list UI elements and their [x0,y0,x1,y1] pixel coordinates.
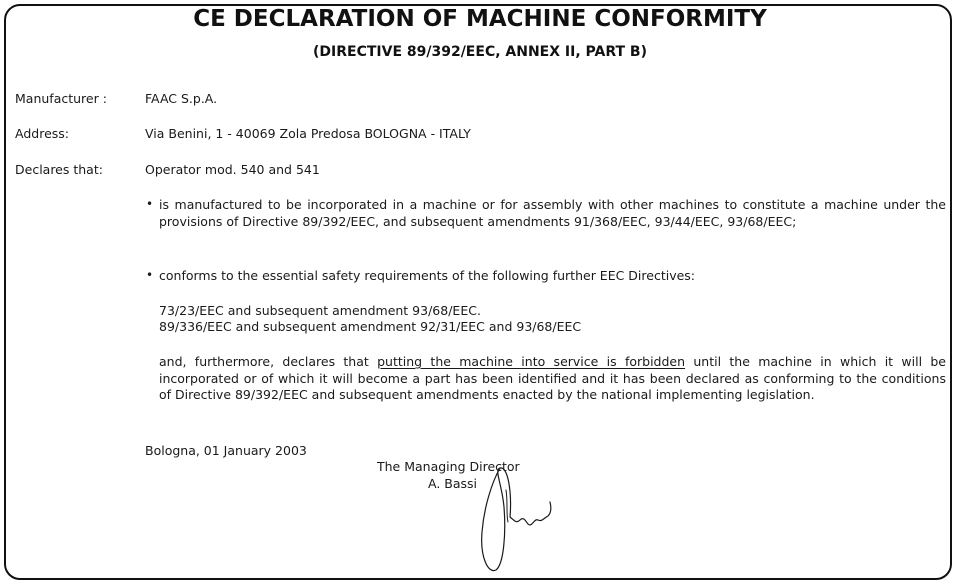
address-label: Address: [15,126,69,141]
place-date: Bologna, 01 January 2003 [145,443,307,458]
bullet-manufactured-text: is manufactured to be incorporated in a machine or for assembly with other machines to constitute a machine under the provisions of Directive 89/392/EEC, and subsequent amendments 91/368/EEC, 93/44/EEC, 93/68/EEC; [159,197,946,229]
bullet-conforms-text: conforms to the essential safety requirements of the following further EEC Directives: [159,268,696,283]
signatory-title: The Managing Director [377,459,520,474]
furthermore-pre-text: and, furthermore, declares that [159,354,378,369]
declares-label: Declares that: [15,162,103,177]
furthermore-paragraph [159,354,946,404]
bullet-icon: • [146,268,154,282]
directive-line-1: 73/23/EEC and subsequent amendment 93/68/EEC. [159,303,481,318]
furthermore-post-text: until the machine in which it will be incorporated or of which it will become a part has been identified and it has been declared as conforming to the conditions of Directive 89/392/EEC and subsequent amendments enacted by the national implementing legislation. [159,354,946,402]
handwritten-signature [470,462,565,577]
document-title: CE DECLARATION OF MACHINE CONFORMITY [193,6,767,32]
directive-line-2: 89/336/EEC and subsequent amendment 92/31/EEC and 93/68/EEC [159,319,582,334]
signatory-name: A. Bassi [428,476,478,491]
declares-value: Operator mod. 540 and 541 [145,162,320,177]
address-value: Via Benini, 1 - 40069 Zola Predosa BOLOGNA - ITALY [145,126,471,141]
document-subtitle: (DIRECTIVE 89/392/EEC, ANNEX II, PART B) [313,44,647,60]
manufacturer-value: FAAC S.p.A. [145,91,218,106]
forbidden-clause: putting the machine into service is forbidden [377,354,686,369]
manufacturer-label: Manufacturer : [15,91,107,106]
bullet-icon: • [146,197,154,211]
